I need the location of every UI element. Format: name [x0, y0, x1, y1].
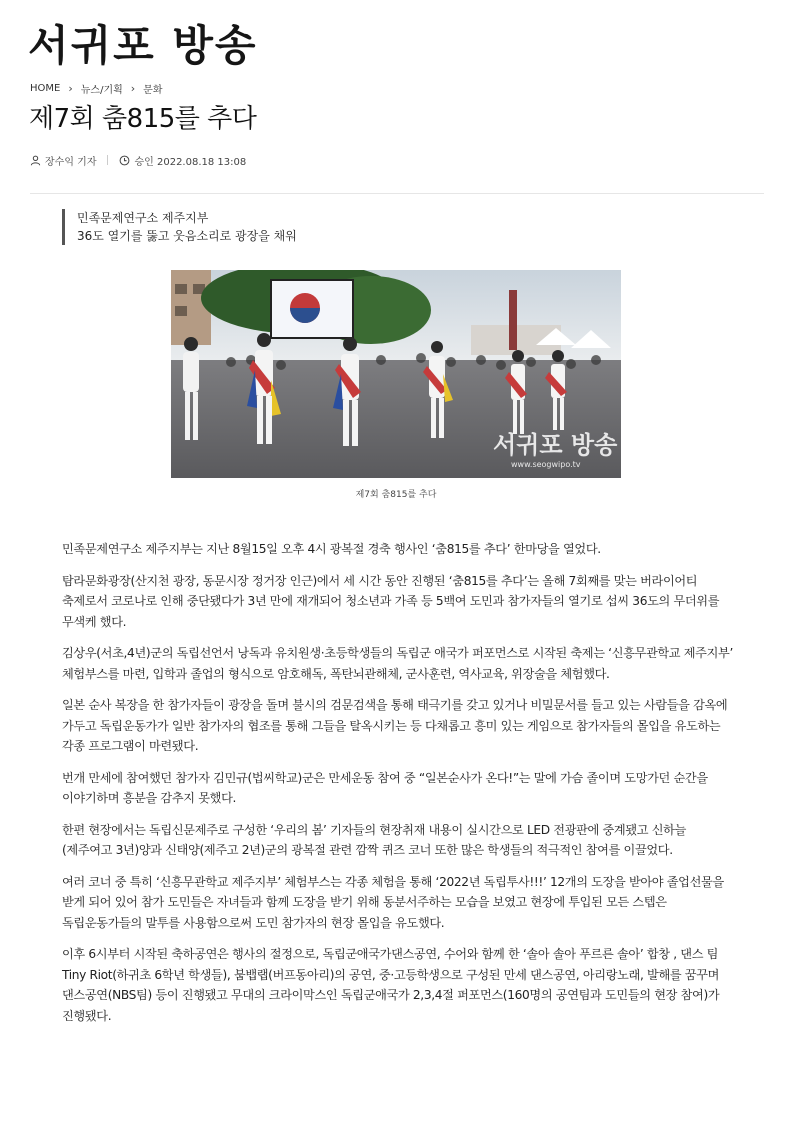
article-body — [62, 539, 734, 1037]
photo-scene — [171, 270, 621, 478]
breadcrumb-home[interactable]: HOME — [30, 82, 61, 94]
breadcrumb-section[interactable]: 뉴스/기획 — [80, 84, 123, 96]
clock-icon — [119, 155, 130, 166]
publish-date: 승인 2022.08.18 13:08 — [134, 156, 247, 168]
article-paragraph: 일본 순사 복장을 한 참가자들이 광장을 돌며 불시의 검문검색을 통해 태극기를 갖고 있거나 비밀문서를 들고 있는 사람들을 감옥에 가두고 독립운동가가 일반 참가자의 협조를 통해 그들을 탈옥시키는 등 다채롭고 흥미 있는 게임으로 참가자들의 몰입을 유도하는 각종 프로그램이 마련됐다. — [62, 698, 728, 753]
author-name[interactable]: 장수익 기자 — [45, 156, 97, 168]
article-paragraph: 이후 6시부터 시작된 축하공연은 행사의 절정으로, 독립군애국가댄스공연, 수어와 함께 한 ‘솔아 솔아 푸르른 솔아’ 합창 , 댄스 팀 Tiny Riot(하귀초 6학년 학생들), 붐뱁랩(버프동아리)의 공연, 중·고등학생으로 구성된 만세 댄스공연, 아리랑노래, 발해를 꿈꾸며 댄스공연(NBS팀) 등이 진행됐고 무대의 크라이막스인 독립군애국가 2,3,4절 퍼포먼스(160명의 공연팀과 도민들의 현장 참여)가 진행됐다. — [62, 947, 720, 1023]
article-byline — [30, 152, 246, 168]
article-paragraph: 한편 현장에서는 독립신문제주로 구성한 ‘우리의 봄’ 기자들의 현장취재 내용이 실시간으로 LED 전광판에 중계됐고 신하늘(제주여고 3년)양과 신태양(제주고 2년)군의 광복절 관련 깜짝 퀴즈 코너 또한 많은 학생들의 적극적인 참여를 이끌었다. — [62, 822, 686, 857]
photo-watermark-logo: 서귀포 방송 — [493, 430, 618, 459]
subtitle-line: 36도 열기를 뚫고 웃음소리로 광장을 채워 — [77, 229, 297, 243]
article-subtitle — [62, 209, 297, 245]
chevron-right-icon: › — [130, 81, 136, 95]
author-info — [30, 153, 96, 168]
site-logo[interactable]: 서귀포 방송 — [28, 21, 258, 70]
article-photo[interactable] — [171, 270, 621, 478]
chevron-right-icon: › — [68, 81, 73, 95]
photo-caption: 제7회 춤815를 추다 — [355, 490, 437, 500]
byline-divider — [107, 155, 108, 165]
article-paragraph: 민족문제연구소 제주지부는 지난 8월15일 오후 4시 광복절 경축 행사인 ‘춤815를 추다’ 한마당을 열었다. — [62, 542, 601, 556]
article-paragraph: 번개 만세에 참여했던 참가자 김민규(법씨학교)군은 만세운동 참여 중 “일본순사가 온다!”는 말에 가슴 졸이며 도망가던 순간을 이야기하며 흥분을 감추지 못했다. — [62, 770, 708, 805]
publish-info — [119, 153, 246, 168]
photo-watermark-url: www.seogwipo.tv — [511, 460, 581, 469]
article-paragraph: 김상우(서초,4년)군의 독립선언서 낭독과 유치원생·초등학생들의 독립군 애국가 퍼포먼스로 시작된 축제는 ‘신흥무관학교 제주지부’ 체험부스를 마련, 입학과 졸업의 형식으로 암호해독, 폭탄뇌관해체, 군사훈련, 역사교육, 위장술을 체험했다. — [62, 646, 733, 681]
article-paragraph: 탐라문화광장(산지천 광장, 동문시장 정거장 인근)에서 세 시간 동안 진행된 ‘춤815를 추다’는 올해 7회째를 맞는 버라이어티 축제로서 코로나로 인해 중단됐다가 3년 만에 재개되어 청소년과 가족 등 5백여 도민과 참가자들의 열기로 섭씨 36도의 무더위를 무색케 했다. — [62, 573, 720, 629]
header-divider — [30, 193, 764, 194]
breadcrumb-category[interactable]: 문화 — [143, 84, 163, 96]
article-paragraph: 여러 코너 중 특히 ‘신흥무관학교 제주지부’ 체험부스는 각종 체험을 통해 ‘2022년 독립투사!!!’ 12개의 도장을 받아야 졸업선물을 받게 되어 있어 참가 도민들은 자녀들과 함께 도장을 받기 위해 동분서주하는 모습을 보였고 현장에 투입된 모든 스텝은 독립운동가들의 말투를 사용함으로써 도민 참가자의 현장 몰입을 유도했다. — [62, 874, 724, 930]
breadcrumb — [30, 80, 163, 96]
subtitle-line: 민족문제연구소 제주지부 — [77, 211, 209, 225]
article-title: 제7회 춤815를 추다 — [29, 104, 257, 134]
user-icon — [30, 155, 41, 166]
